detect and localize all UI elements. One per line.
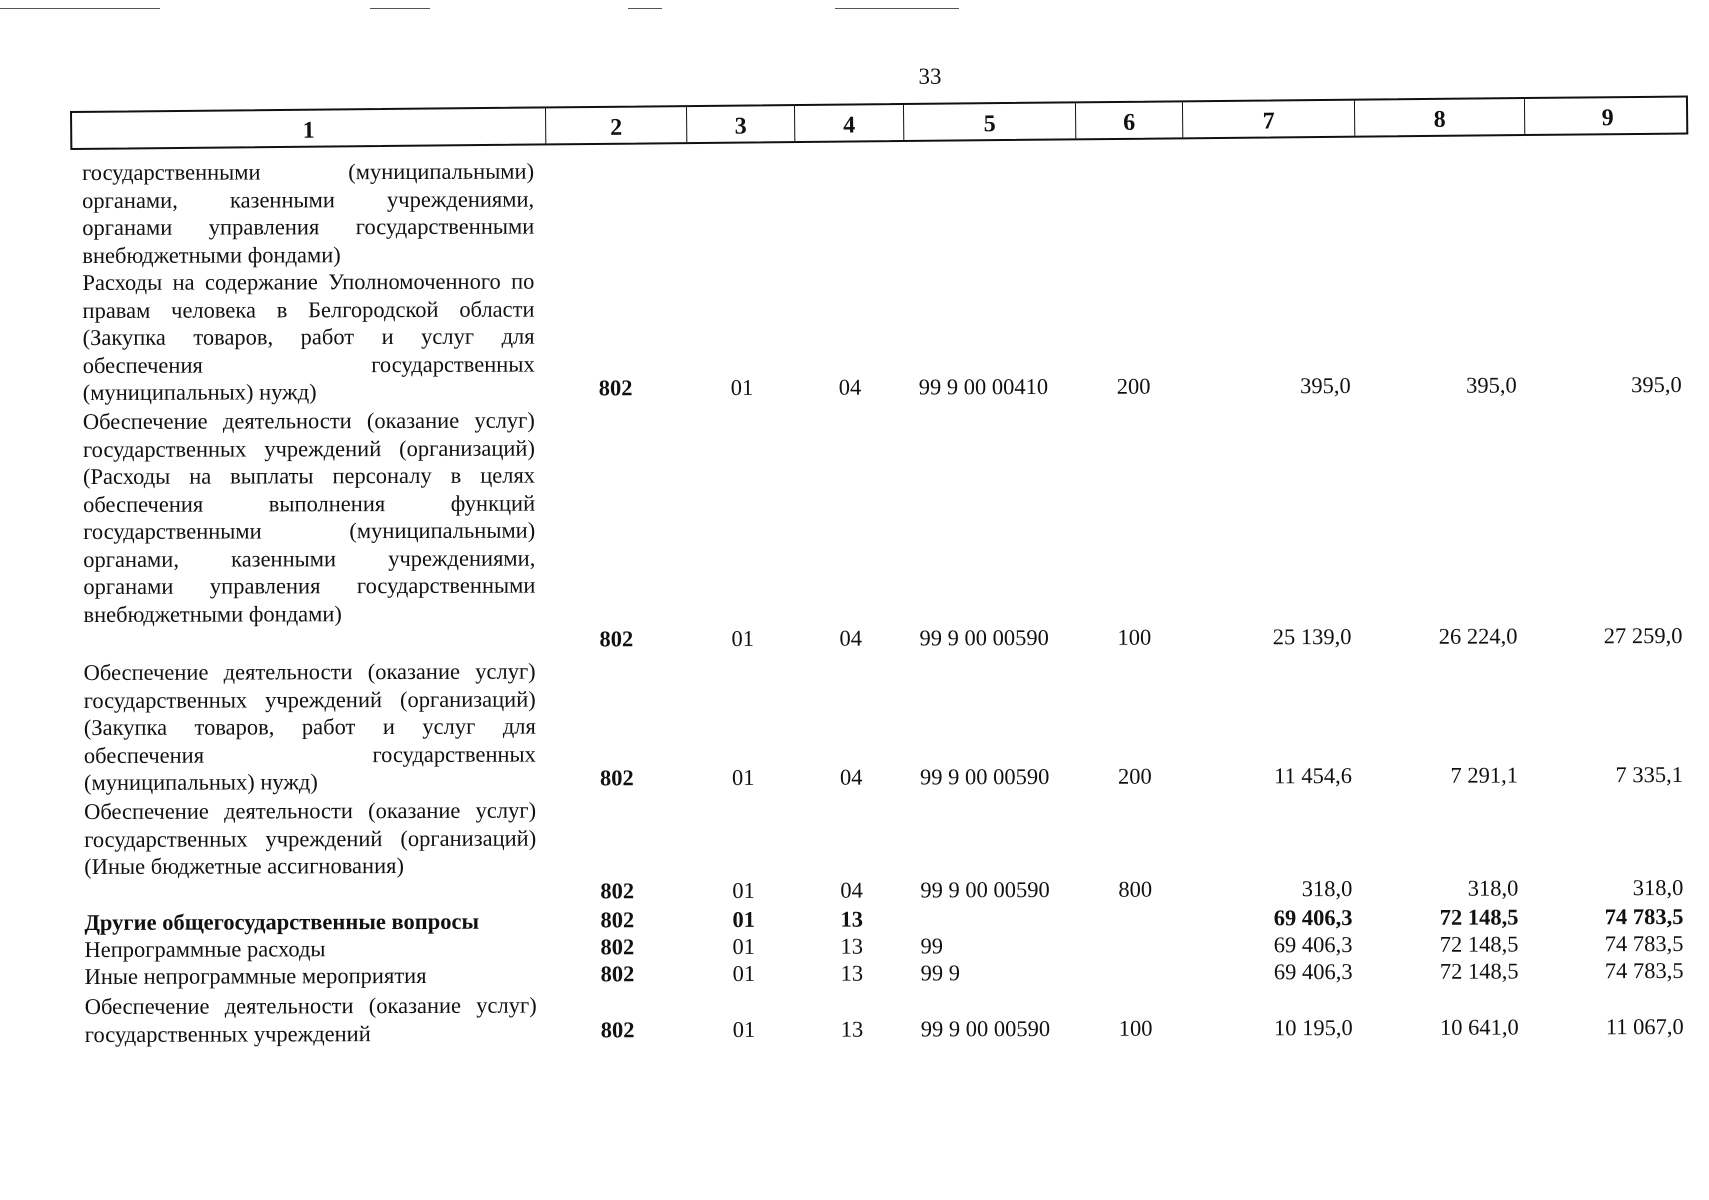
row-amount-col7: 10 195,0	[1273, 1015, 1353, 1041]
row-section-code: 01	[732, 906, 755, 932]
row-expense-type: 200	[1116, 373, 1151, 399]
row-amount-col9: 395,0	[1631, 371, 1682, 398]
row-target-article: 99 9 00 00590	[919, 763, 1050, 790]
row-ved-code: 802	[600, 934, 635, 960]
row-expense-type: 800	[1118, 876, 1153, 902]
row-ved-code: 802	[600, 961, 635, 987]
row-section-code: 01	[731, 625, 755, 651]
row-description: Обеспечение деятельности (оказание услуг) государственных учреждений (организаций) (Иные бюджетные ассигнования)	[84, 797, 537, 879]
row-target-article: 99 9 00 00590	[920, 1015, 1051, 1042]
row-amount-col7: 69 406,3	[1273, 905, 1353, 931]
row-amount-col8: 318,0	[1467, 875, 1519, 901]
row-amount-col8: 72 148,5	[1439, 931, 1519, 957]
row-subsection-code: 04	[838, 374, 862, 400]
row-amount-col7: 69 406,3	[1273, 932, 1353, 958]
column-header-6: 6	[1076, 102, 1183, 138]
row-amount-col9: 318,0	[1632, 874, 1684, 901]
row-description: государственными (муниципальными) органами, казенными учреждениями, органами управления государственными внебюджетными фондами)	[82, 158, 535, 268]
column-header-2: 2	[546, 107, 687, 143]
row-ved-code: 802	[599, 626, 634, 652]
row-expense-type: 200	[1117, 763, 1152, 789]
page-number: 33	[918, 64, 942, 89]
row-amount-col7: 25 139,0	[1272, 624, 1352, 650]
row-description: Иные непрограммные мероприятия	[84, 962, 427, 989]
row-subsection-code: 13	[840, 933, 864, 959]
row-amount-col7: 318,0	[1301, 876, 1353, 902]
column-header-5: 5	[904, 103, 1076, 140]
column-header-3: 3	[687, 106, 795, 142]
row-amount-col8: 72 148,5	[1439, 904, 1519, 930]
row-subsection-code: 04	[839, 764, 863, 790]
row-amount-col9: 74 783,5	[1604, 930, 1684, 957]
row-amount-col8: 395,0	[1466, 372, 1517, 398]
row-amount-col7: 11 454,6	[1274, 763, 1353, 789]
row-expense-type: 100	[1117, 624, 1152, 650]
row-expense-type: 100	[1118, 1015, 1153, 1041]
row-target-article: 99 9	[920, 960, 961, 986]
row-amount-col7: 395,0	[1300, 373, 1351, 399]
row-target-article: 99 9 00 00590	[919, 624, 1049, 651]
row-amount-col9: 27 259,0	[1603, 622, 1683, 649]
row-amount-col8: 72 148,5	[1439, 958, 1519, 984]
row-section-code: 01	[732, 960, 756, 986]
row-subsection-code: 13	[840, 906, 863, 932]
row-section-code: 01	[732, 933, 756, 959]
row-amount-col8: 7 291,1	[1450, 762, 1519, 788]
row-ved-code: 802	[600, 907, 635, 933]
row-target-article: 99 9 00 00590	[920, 876, 1050, 903]
row-amount-col9: 7 335,1	[1615, 761, 1684, 788]
row-subsection-code: 04	[840, 877, 863, 903]
row-amount-col7: 69 406,3	[1273, 959, 1353, 985]
column-header-4: 4	[795, 105, 904, 141]
row-ved-code: 802	[599, 765, 634, 791]
row-description: Обеспечение деятельности (оказание услуг) государственных учреждений	[84, 992, 537, 1047]
row-amount-col9: 74 783,5	[1604, 903, 1684, 930]
row-description: Обеспечение деятельности (оказание услуг) государственных учреждений (организаций) (Расходы на выплаты персоналу в целях обеспечения выполнения функций государственными (муниципальными) органами, казенными учреждениями, органами управления государственными внебюджетными фондами)	[82, 407, 536, 627]
row-description: Другие общегосударственные вопросы	[84, 908, 480, 935]
row-section-code: 01	[732, 877, 755, 903]
row-amount-col8: 10 641,0	[1439, 1014, 1519, 1040]
row-amount-col8: 26 224,0	[1438, 623, 1518, 649]
row-description: Непрограммные расходы	[84, 936, 326, 962]
row-ved-code: 802	[598, 375, 633, 401]
column-header-7: 7	[1183, 101, 1355, 138]
column-header-1: 1	[72, 108, 546, 148]
row-amount-col9: 11 067,0	[1605, 1013, 1684, 1040]
row-subsection-code: 13	[840, 1016, 864, 1042]
row-amount-col9: 74 783,5	[1604, 957, 1684, 984]
row-subsection-code: 04	[839, 625, 863, 651]
row-target-article: 99	[920, 933, 944, 959]
row-ved-code: 802	[600, 1017, 635, 1043]
row-section-code: 01	[730, 374, 754, 400]
row-description: Расходы на содержание Уполномоченного по правам человека в Белгородской области (Закупка товаров, работ и услуг для обеспечения государственных (муниципальных) нужд)	[82, 268, 535, 405]
row-target-article: 99 9 00 00410	[918, 373, 1049, 400]
row-section-code: 01	[731, 764, 755, 790]
row-description: Обеспечение деятельности (оказание услуг) государственных учреждений (организаций) (Закупка товаров, работ и услуг для обеспечения государственных (муниципальных) нужд)	[83, 658, 536, 795]
column-header-9: 9	[1601, 105, 1614, 132]
row-section-code: 01	[732, 1016, 756, 1042]
row-subsection-code: 13	[840, 960, 864, 986]
column-header-8: 8	[1355, 99, 1525, 136]
row-ved-code: 802	[600, 878, 635, 904]
